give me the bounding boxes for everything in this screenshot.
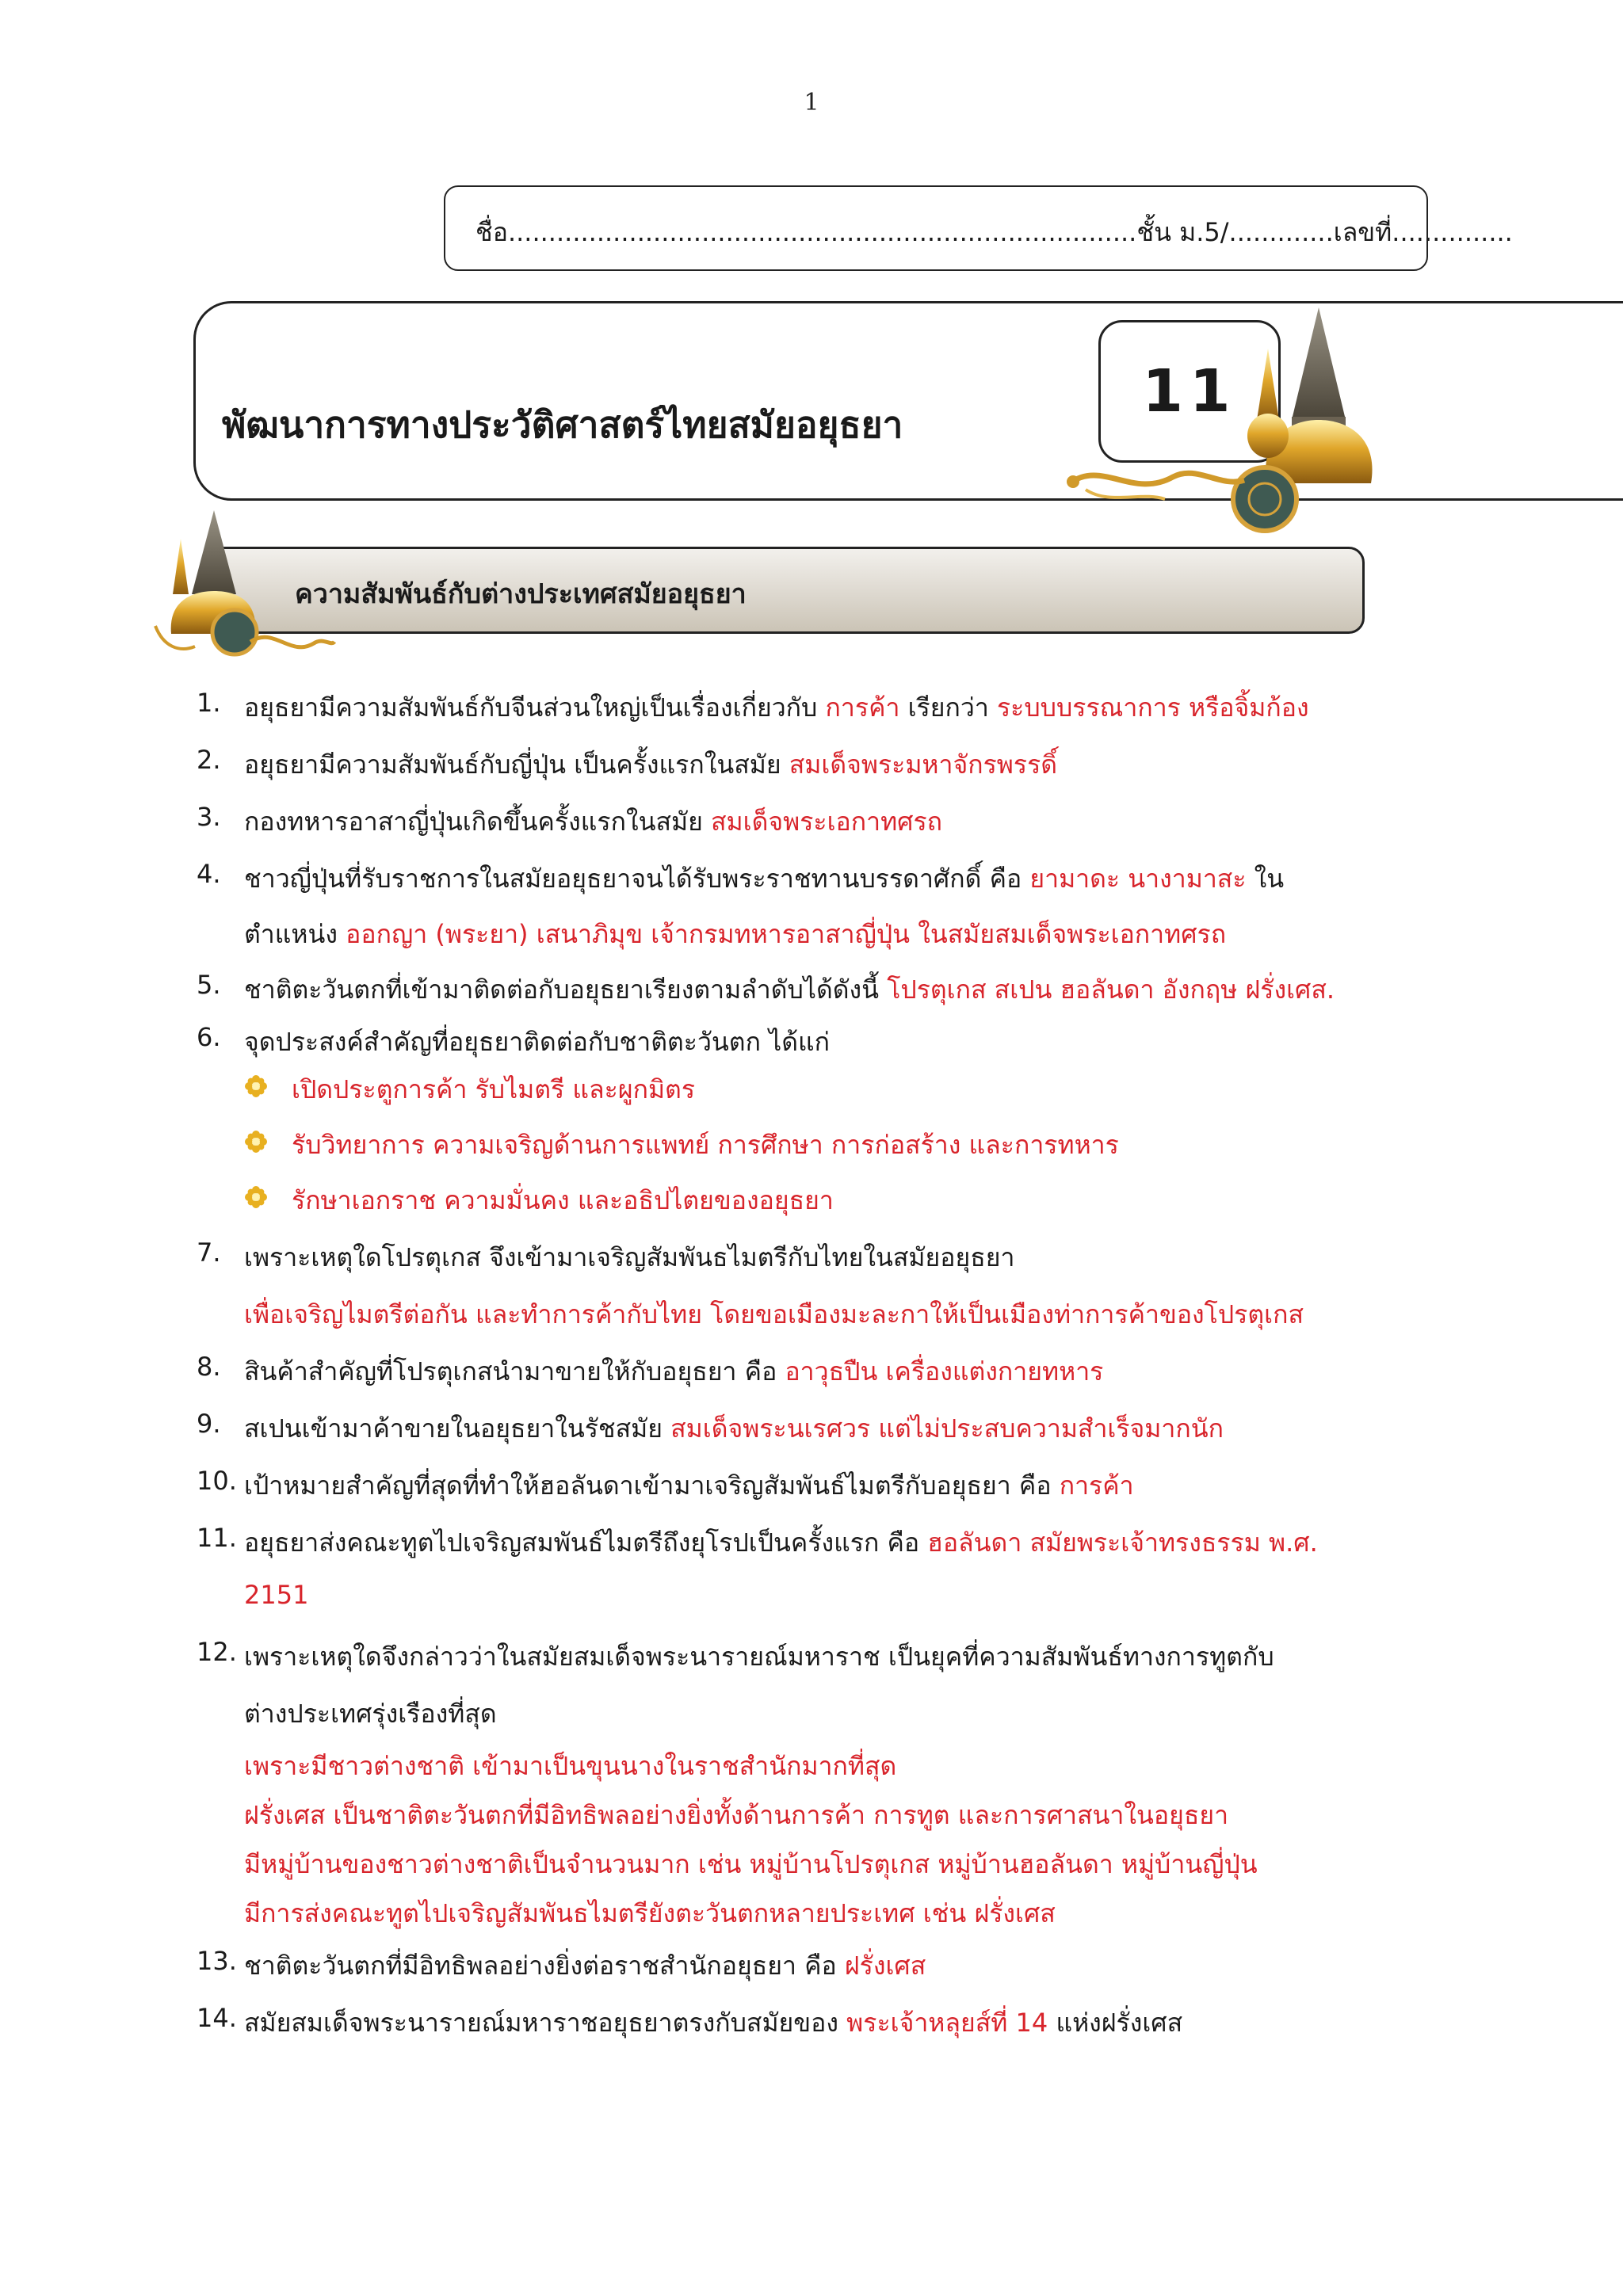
list-item — [244, 802, 942, 842]
item-number: 10. — [197, 1466, 237, 1496]
question-text: เรียกว่า — [899, 692, 997, 723]
item-number: 4. — [197, 859, 221, 889]
list-item — [244, 1637, 1274, 1677]
item-number: 11. — [197, 1523, 237, 1553]
item-number: 5. — [197, 970, 221, 1000]
list-item — [244, 2003, 1182, 2043]
question-text: อยุธยามีความสัมพันธ์กับจีนส่วนใหญ่เป็นเรื่องเกี่ยวกับ — [244, 692, 826, 723]
yellow-flower-icon — [244, 1130, 268, 1154]
bullet-item: รักษาเอกราช ความมั่นคง และอธิปไตยของอยุธยา — [292, 1185, 834, 1215]
question-text: ชาติตะวันตกที่มีอิทธิพลอย่างยิ่งต่อราชสำนักอยุธยา คือ — [244, 1951, 845, 1981]
list-item — [244, 1946, 926, 1986]
yellow-flower-icon — [244, 1185, 268, 1209]
question-text: สมัยสมเด็จพระนารายณ์มหาราชอยุธยาตรงกับสมัยของ — [244, 2008, 847, 2038]
question-text: สเปนเข้ามาค้าขายในอยุธยาในรัชสมัย — [244, 1413, 671, 1444]
item-number: 3. — [197, 802, 221, 832]
page-title: พัฒนาการทางประวัติศาสตร์ไทยสมัยอยุธยา — [222, 403, 903, 446]
question-text: เป้าหมายสำคัญที่สุดที่ทำให้ฮอลันดาเข้ามาเจริญสัมพันธ์ไมตรีกับอยุธยา คือ — [244, 1470, 1060, 1501]
list-item — [244, 1238, 1014, 1278]
list-item-continuation — [244, 914, 1226, 955]
section-heading: ความสัมพันธ์กับต่างประเทศสมัยอยุธยา — [295, 578, 747, 610]
answer-line: เพราะมีชาวต่างชาติ เข้ามาเป็นขุนนางในราชสำนักมากที่สุด — [244, 1751, 897, 1781]
question-text: กองทหารอาสาญี่ปุ่นเกิดขึ้นครั้งแรกในสมัย — [244, 807, 711, 837]
answer-text: สมเด็จพระนเรศวร แต่ไม่ประสบความสำเร็จมากนัก — [670, 1413, 1224, 1444]
bullet-item: เปิดประตูการค้า รับไมตรี และผูกมิตร — [292, 1074, 696, 1104]
list-item — [244, 1022, 830, 1062]
golden-pagoda-ornament — [147, 507, 338, 666]
list-item — [244, 1409, 1224, 1449]
answer-text: ออกญา (พระยา) เสนาภิมุข เจ้ากรมทหารอาสาญี่ปุ่น ในสมัยสมเด็จพระเอกาทศรถ — [346, 919, 1227, 949]
list-item — [244, 1523, 1318, 1563]
question-text: แห่งฝรั่งเศส — [1048, 2008, 1183, 2038]
question-text: ต่างประเทศรุ่งเรืองที่สุด — [244, 1699, 497, 1729]
page-number: 1 — [804, 89, 819, 116]
question-text: อยุธยามีความสัมพันธ์กับญี่ปุ่น เป็นครั้งแรกในสมัย — [244, 749, 789, 780]
item-number: 12. — [197, 1637, 237, 1667]
student-info-line: ชื่อ..............................................................................ชั้น ม.5/.............เลขที่............... — [475, 217, 1513, 247]
question-text: เพราะเหตุใดจึงกล่าวว่าในสมัยสมเด็จพระนารายณ์มหาราช เป็นยุคที่ความสัมพันธ์ทางการทูตกับ — [244, 1642, 1274, 1672]
item-number: 8. — [197, 1352, 221, 1382]
item-number: 14. — [197, 2003, 237, 2033]
answer-text: ระบบบรรณาการ หรือจิ้มก้อง — [996, 692, 1309, 723]
item-number: 1. — [197, 688, 221, 718]
answer-text: การค้า — [825, 692, 900, 723]
question-text: ชาวญี่ปุ่นที่รับราชการในสมัยอยุธยาจนได้รับพระราชทานบรรดาศักดิ์ คือ — [244, 864, 1030, 894]
list-item — [244, 859, 1284, 899]
answer-line: 2151 — [244, 1580, 309, 1610]
answer-line: มีการส่งคณะทูตไปเจริญสัมพันธไมตรียังตะวันตกหลายประเทศ เช่น ฝรั่งเศส — [244, 1898, 1056, 1928]
list-item — [244, 1352, 1103, 1392]
answer-text: ฮอลันดา สมัยพระเจ้าทรงธรรม พ.ศ. — [927, 1527, 1318, 1558]
question-text: สินค้าสำคัญที่โปรตุเกสนำมาขายให้กับอยุธยา คือ — [244, 1356, 785, 1386]
answer-text: สมเด็จพระมหาจักรพรรดิ์ — [789, 749, 1058, 780]
list-item — [244, 970, 1335, 1010]
yellow-flower-icon — [244, 1074, 268, 1098]
answer-line: ฝรั่งเศส เป็นชาติตะวันตกที่มีอิทธิพลอย่างยิ่งทั้งด้านการค้า การทูต และการศาสนาในอยุธยา — [244, 1800, 1229, 1830]
bullet-item: รับวิทยาการ ความเจริญด้านการแพทย์ การศึกษา การก่อสร้าง และการทหาร — [292, 1130, 1119, 1160]
question-text: ชาติตะวันตกที่เข้ามาติดต่อกับอยุธยาเรียงตามลำดับได้ดังนี้ — [244, 974, 888, 1005]
answer-text: โปรตุเกส สเปน ฮอลันดา อังกฤษ ฝรั่งเศส. — [887, 974, 1335, 1005]
answer-line: เพื่อเจริญไมตรีต่อกัน และทำการค้ากับไทย โดยขอเมืองมะละกาให้เป็นเมืองท่าการค้าของโปรตุเกส — [244, 1299, 1304, 1329]
question-text: ตำแหน่ง — [244, 919, 346, 949]
item-number: 6. — [197, 1022, 221, 1052]
item-number: 13. — [197, 1946, 237, 1976]
item-number: 2. — [197, 745, 221, 775]
answer-text: สมเด็จพระเอกาทศรถ — [711, 807, 943, 837]
unit-number: 11 — [1142, 357, 1237, 425]
answer-text: การค้า — [1059, 1470, 1134, 1501]
answer-line: มีหมู่บ้านของชาวต่างชาติเป็นจำนวนมาก เช่น หมู่บ้านโปรตุเกส หมู่บ้านฮอลันดา หมู่บ้านญี่ปุ่น — [244, 1849, 1258, 1879]
question-text: ใน — [1246, 864, 1285, 894]
question-text: จุดประสงค์สำคัญที่อยุธยาติดต่อกับชาติตะวันตก ได้แก่ — [244, 1027, 830, 1057]
list-item — [244, 745, 1057, 785]
list-item-continuation — [244, 1694, 497, 1734]
item-number: 9. — [197, 1409, 221, 1439]
question-text: เพราะเหตุใดโปรตุเกส จึงเข้ามาเจริญสัมพันธไมตรีกับไทยในสมัยอยุธยา — [244, 1242, 1015, 1272]
answer-text: อาวุธปืน เครื่องแต่งกายทหาร — [785, 1356, 1104, 1386]
question-text: อยุธยาส่งคณะทูตไปเจริญสมพันธ์ไมตรีถึงยุโรปเป็นครั้งแรก คือ — [244, 1527, 928, 1558]
answer-text: ฝรั่งเศส — [844, 1951, 926, 1981]
item-number: 7. — [197, 1238, 221, 1268]
list-item — [244, 688, 1309, 728]
answer-text: ยามาดะ นางามาสะ — [1029, 864, 1247, 894]
golden-pagoda-ornament — [1054, 301, 1403, 539]
list-item — [244, 1466, 1134, 1506]
answer-text: พระเจ้าหลุยส์ที่ 14 — [846, 2008, 1048, 2038]
